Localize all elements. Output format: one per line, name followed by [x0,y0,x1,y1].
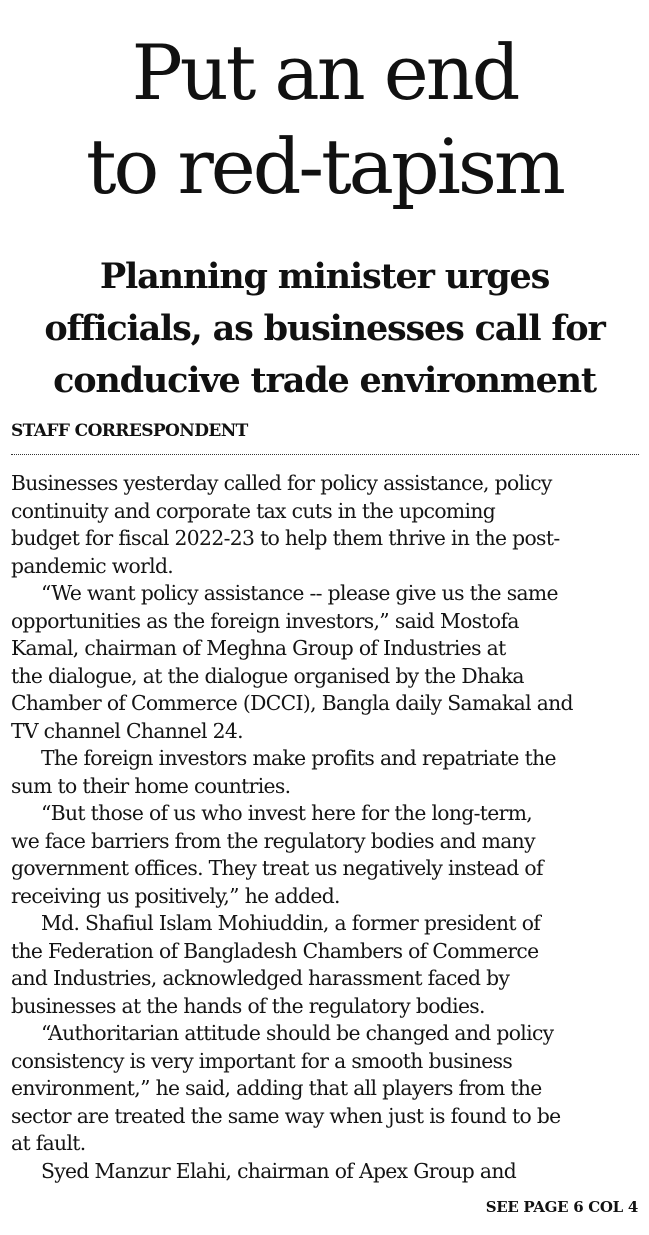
body-line: “But those of us who invest here for the long-term, [41,801,533,825]
body-line: receiving us positively,” he added. [11,883,340,908]
headline [0,26,649,214]
body-line: TV channel Channel 24. [11,718,243,743]
body-line: and Industries, acknowledged harassment faced by [11,966,510,990]
body-line: we face barriers from the regulatory bodies and many [11,828,535,853]
continuation-jump-line: SEE PAGE 6 COL 4 [485,1198,638,1216]
subheadline [0,251,649,407]
body-line: the dialogue, at the dialogue organised by the Dhaka [11,663,524,688]
body-line: The foreign investors make profits and repatriate the [41,746,556,770]
body-line: sum to their home countries. [11,773,291,798]
body-line: Md. Shafiul Islam Mohiuddin, a former president of [41,911,541,935]
byline: STAFF CORRESPONDENT [11,421,248,441]
body-line: Businesses yesterday called for policy assistance, policy [11,471,552,495]
body-line: Chamber of Commerce (DCCI), Bangla daily Samakal and [11,691,573,715]
body-line: at fault. [11,1131,86,1155]
body-line: budget for fiscal 2022-23 to help them thrive in the post- [11,526,560,550]
body-line: “We want policy assistance -- please give us the same [41,581,558,605]
body-line: the Federation of Bangladesh Chambers of Commerce [11,938,539,963]
body-line: consistency is very important for a smooth business [11,1048,513,1073]
body-line: government offices. They treat us negatively instead of [11,856,543,880]
body-line: opportunities as the foreign investors,” said Mostofa [11,608,519,633]
article-body [11,470,649,1185]
body-line: Kamal, chairman of Meghna Group of Industries at [11,636,506,660]
body-line: “Authoritarian attitude should be changed and policy [41,1021,554,1045]
subheadline-line: Planning minister urges [99,256,550,297]
headline-line: Put an end [131,28,518,117]
headline-line: to red-tapism [86,122,563,211]
body-line: environment,” he said, adding that all players from the [11,1076,542,1100]
body-line: pandemic world. [11,553,174,578]
subheadline-line: conducive trade environment [53,360,596,401]
body-line: Syed Manzur Elahi, chairman of Apex Group and [41,1158,517,1183]
body-line: continuity and corporate tax cuts in the upcoming [11,498,496,523]
subheadline-line: officials, as businesses call for [44,308,605,349]
body-line: sector are treated the same way when just is found to be [11,1103,561,1128]
body-line: businesses at the hands of the regulatory bodies. [11,993,485,1018]
dotted-divider [11,454,639,455]
